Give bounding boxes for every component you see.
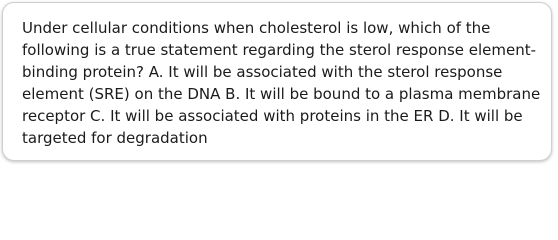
question-card (2, 2, 552, 161)
question-text: Under cellular conditions when cholesterol is low, which of the following is a true statement regarding the sterol response element-binding protein? A. It will be associated with the sterol response element (SRE) on the DNA B. It will be bound to a plasma membrane receptor C. It will be associated with proteins in the ER D. It will be targeted for degradation (22, 19, 541, 147)
